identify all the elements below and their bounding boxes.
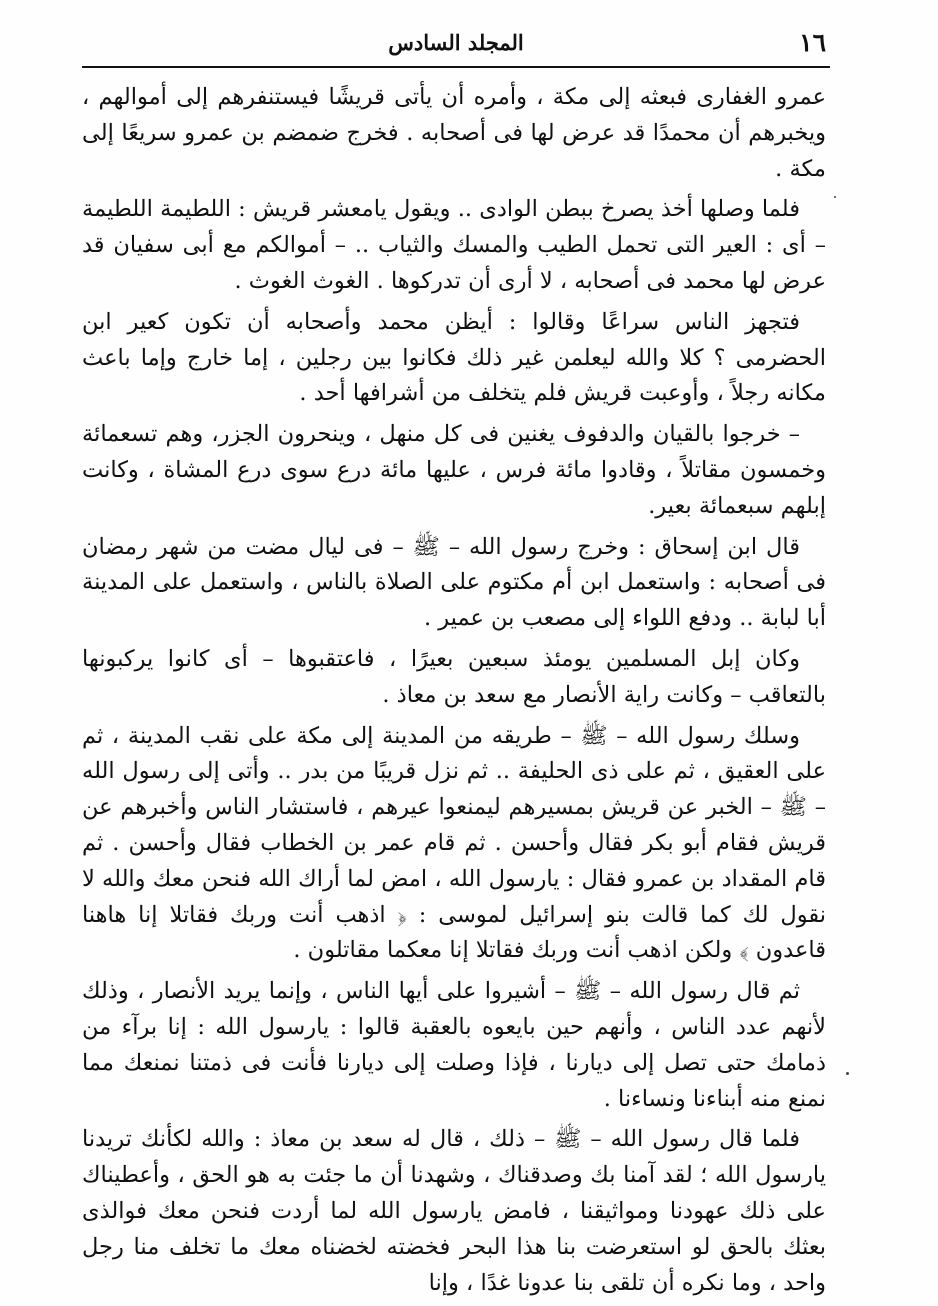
page-header [82, 24, 830, 66]
paragraph-1: عمرو الغفارى فبعثه إلى مكة ، وأمره أن يأتى قريشًا فيستنفرهم إلى أموالهم ، ويخبرهم أن محمدًا قد عرض لها فى أصحابه . فخرج ضمضم بن عمرو سريعًا إلى مكة . [82, 84, 826, 182]
paragraph-5: قال ابن إسحاق : وخرج رسول الله – ﷺ – فى ليال مضت من شهر رمضان فى أصحابه : واستعمل ابن أم مكتوم على الصلاة بالناس ، واستعمل على المدينة أبا لبابة .. ودفع اللواء إلى مصعب بن عمير . [82, 533, 826, 632]
page-number: ١٦ [799, 28, 826, 57]
paragraph-2: فلما وصلها أخذ يصرخ ببطن الوادى .. ويقول يامعشر قريش : اللطيمة اللطيمة – أى : العير التى تحمل الطيب والمسك والثياب .. – أموالكم مع أبى سفيان قد عرض لها محمد فى أصحابه ، لا أرى أن تدركوها . الغوث الغوث . [82, 196, 826, 294]
paragraph-4: – خرجوا بالقيان والدفوف يغنين فى كل منهل ، وينحرون الجزر، وهم تسعمائة وخمسون مقاتلاً ، وقادوا مائة فرس ، عليها مائة درع سوى درع المشاة ، وكانت إبلهم سبعمائة بعير. [82, 421, 826, 519]
header-rule [82, 66, 830, 68]
paragraph-9: فلما قال رسول الله – ﷺ – ذلك ، قال له سعد بن معاذ : والله لكأنك تريدنا يارسول الله ؛ لقد آمنا بك وصدقناك ، وشهدنا أن ما جئت به هو الحق ، وأعطيناك على ذلك عهودنا ومواثيقنا ، فامض يارسول الله لما أردت فنحن معك فوالذى بعثك بالحق لو استعرضت بنا هذا البحر فخضته لخضناه معك ما تخلف منا رجل واحد ، وما نكره أن تلقى بنا عدونا غدًا ، وإنا [82, 1126, 826, 1296]
paragraph-6: وكان إبل المسلمين يومئذ سبعين بعيرًا ، فاعتقبوها – أى كانوا يركبونها بالتعاقب – وكانت راية الأنصار مع سعد بن معاذ . [82, 645, 826, 708]
paragraph-7: وسلك رسول الله – ﷺ – طريقه من المدينة إلى مكة على نقب المدينة ، ثم على العقيق ، ثم على ذى الحليفة .. ثم نزل قريبًا من بدر .. وأتى إلى رسول الله – ﷺ – الخبر عن قريش بمسيرهم ليمنعوا عيرهم ، فاستشار الناس وأخبرهم عن قريش فقام أبو بكر فقال وأحسن . ثم قام عمر بن الخطاب فقال وأحسن . ثم قام المقداد بن عمرو فقال : يارسول الله ، امض لما أراك الله فنحن معك والله لا نقول لك كما قالت بنو إسرائيل لموسى : ﴿ اذهب أنت وربك فقاتلا إنا هاهنا قاعدون ﴾ ولكن اذهب أنت وربك فقاتلا إنا معكما مقاتلون . [82, 722, 826, 964]
margin-speck [846, 1072, 849, 1075]
body-text [82, 80, 826, 1306]
paragraph-8: ثم قال رسول الله – ﷺ – أشيروا على أيها الناس ، وإنما يريد الأنصار ، وذلك لأنهم عدد الناس ، وأنهم حين بايعوه بالعقبة قالوا : يارسول الله : إنا برآء من ذمامك حتى تصل إلى ديارنا ، فإذا وصلت إلى ديارنا فأنت فى ذمتنا نمنعك مما نمنع منه أبناءنا ونساءنا . [82, 978, 826, 1112]
margin-speck [834, 196, 836, 198]
paragraph-3: فتجهز الناس سراعًا وقالوا : أيظن محمد وأصحابه أن تكون كعير ابن الحضرمى ؟ كلا والله ليعلمن غير ذلك فكانوا بين رجلين ، إما خارج وإما باعث مكانه رجلاً ، وأوعبت قريش فلم يتخلف من أشرافها أحد . [82, 308, 826, 407]
running-title: المجلد السادس [388, 30, 524, 55]
